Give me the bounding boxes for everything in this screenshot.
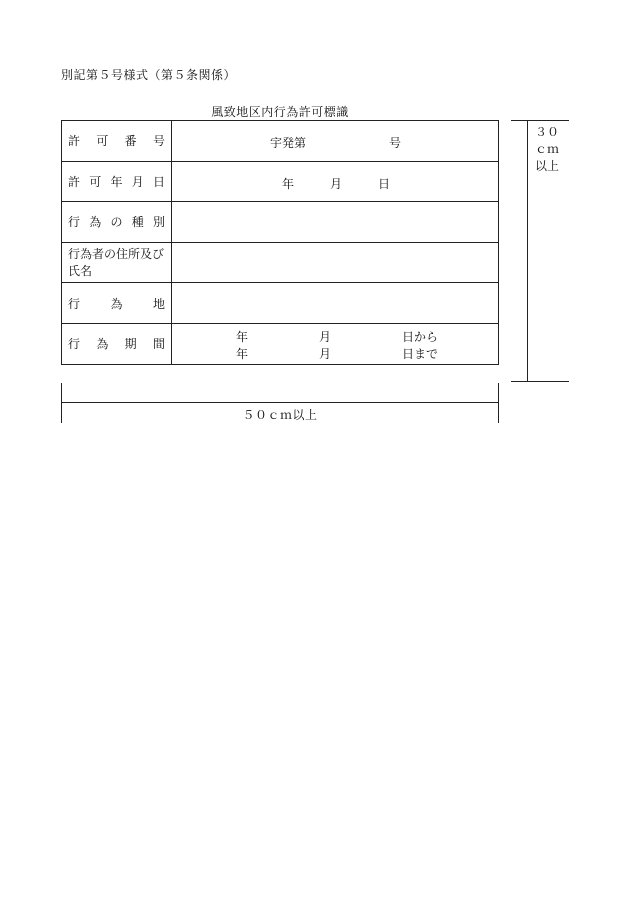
row-permit-date — [62, 161, 499, 202]
height-dimension-note: ３０ｃｍ以上 — [534, 125, 559, 173]
row-act-location — [62, 283, 499, 324]
label-char: 地 — [152, 296, 165, 311]
width-dimension-note: ５０ｃｍ以上 — [242, 408, 318, 422]
actor-address-name-text: 行為者の住所及び氏名 — [68, 246, 165, 278]
form-label: 別記第５号様式（第５条関係） — [61, 68, 237, 82]
permit-date-day: 日 — [378, 176, 391, 191]
actor-address-name-value[interactable] — [172, 242, 499, 283]
row-permit-number — [62, 121, 499, 162]
height-dimension-top-tick — [511, 120, 569, 121]
permit-date-month: 月 — [330, 176, 343, 191]
label-char: 間 — [152, 337, 165, 352]
act-period-value[interactable] — [172, 323, 499, 364]
label-char: 為 — [89, 215, 102, 230]
permit-number-prefix: 宇発第 — [270, 136, 307, 150]
height-dimension-bottom-tick — [511, 381, 569, 382]
label-char: 年 — [110, 174, 123, 189]
label-char: 月 — [131, 174, 144, 189]
label-char: 日 — [152, 174, 165, 189]
label-char: 為 — [110, 296, 123, 311]
label-char: 可 — [96, 134, 109, 149]
label-char: 行 — [68, 337, 81, 352]
period-start-line — [172, 328, 498, 344]
label-char: 別 — [152, 215, 165, 230]
act-period-label — [62, 323, 172, 364]
actor-address-name-label — [62, 242, 172, 283]
label-char: 期 — [124, 337, 137, 352]
sign-title: 風致地区内行為許可標識 — [211, 105, 349, 119]
period-end-day: 日まで — [402, 346, 439, 361]
label-char: 番 — [124, 134, 137, 149]
period-end-month: 月 — [319, 346, 332, 361]
period-end-year: 年 — [236, 346, 249, 361]
label-char: 為 — [96, 337, 109, 352]
row-act-period — [62, 323, 499, 364]
permit-number-suffix: 号 — [389, 136, 402, 150]
period-end-line — [172, 345, 498, 361]
height-dimension-line — [527, 120, 528, 382]
act-type-label — [62, 202, 172, 243]
label-char: 許 — [68, 174, 81, 189]
row-actor-address-name — [62, 242, 499, 283]
label-char: 許 — [68, 134, 81, 149]
label-char: 号 — [152, 134, 165, 149]
label-char: 行 — [68, 215, 81, 230]
label-char: 可 — [89, 174, 102, 189]
act-location-value[interactable] — [172, 283, 499, 324]
permit-date-label — [62, 161, 172, 202]
permit-sign-table — [61, 120, 499, 365]
width-dimension-line — [61, 402, 499, 403]
permit-number-value[interactable] — [172, 121, 499, 162]
label-char: 行 — [68, 296, 81, 311]
row-act-type — [62, 202, 499, 243]
period-start-year: 年 — [236, 329, 249, 344]
permit-date-value[interactable] — [172, 161, 499, 202]
period-start-day: 日から — [402, 329, 439, 344]
act-type-value[interactable] — [172, 202, 499, 243]
label-char: の — [110, 215, 123, 230]
permit-date-year: 年 — [282, 176, 295, 191]
period-start-month: 月 — [319, 329, 332, 344]
label-char: 種 — [131, 215, 144, 230]
permit-number-label — [62, 121, 172, 162]
act-location-label — [62, 283, 172, 324]
